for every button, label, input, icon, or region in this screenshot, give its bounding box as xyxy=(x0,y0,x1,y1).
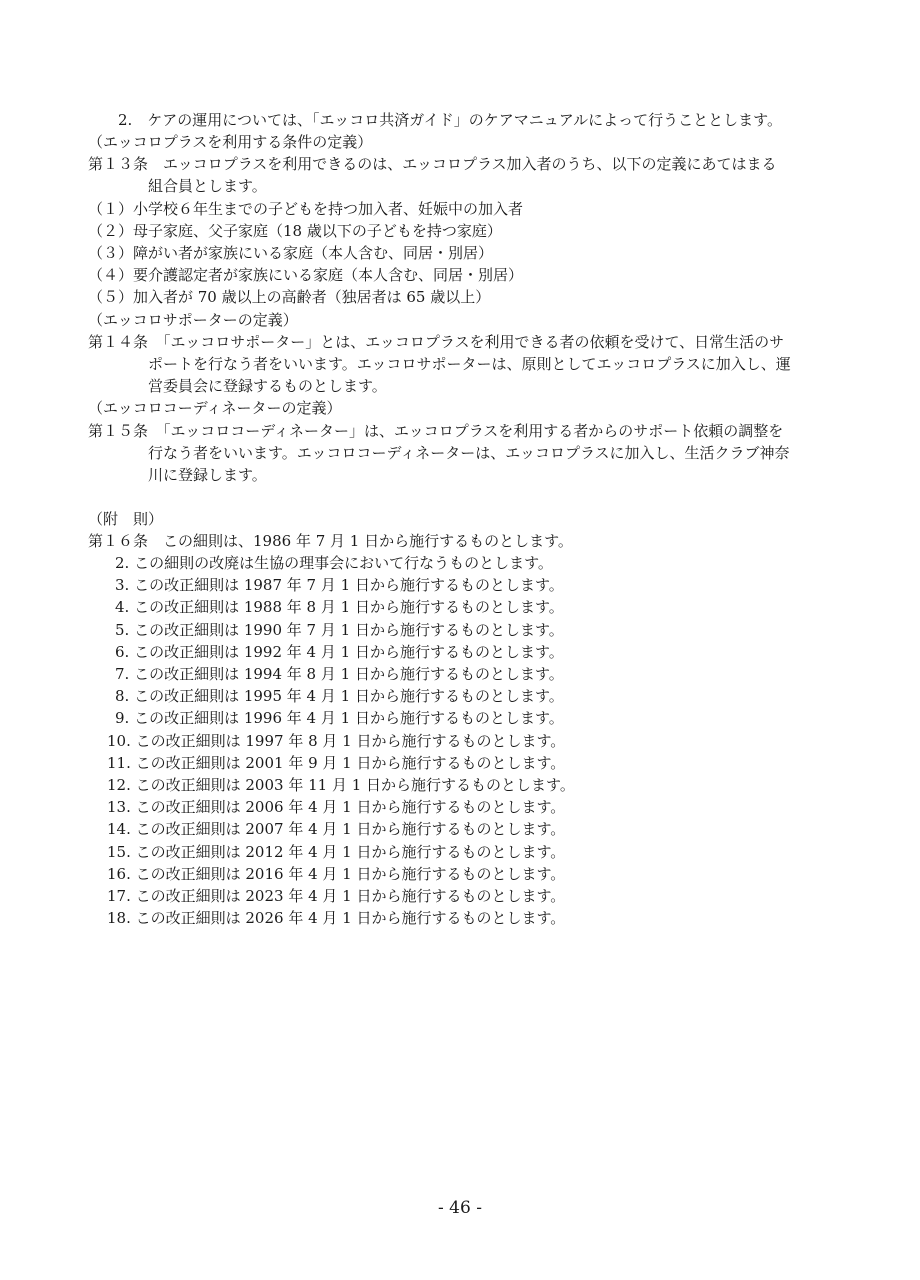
article-16-line: 第１６条 この細則は、1986 年 7 月 1 日から施行するものとします。 xyxy=(88,532,573,550)
article-14-line-2: ポートを行なう者をいいます。エッコロサポーターは、原則としてエッコロプラスに加入し、運 xyxy=(148,355,791,373)
supplementary-item: 6. この改正細則は 1992 年 4 月 1 日から施行するものとします。 xyxy=(115,643,564,661)
supplementary-item: 16. この改正細則は 2016 年 4 月 1 日から施行するものとします。 xyxy=(107,865,566,883)
article-15-line-1: 第１５条 「エッコロコーディネーター」は、エッコロプラスを利用する者からのサポート依頼の調整を xyxy=(88,422,784,440)
supplementary-item: 4. この改正細則は 1988 年 8 月 1 日から施行するものとします。 xyxy=(115,598,564,616)
article-14-line-3: 営委員会に登録するものとします。 xyxy=(148,377,387,395)
supplementary-item: 5. この改正細則は 1990 年 7 月 1 日から施行するものとします。 xyxy=(115,621,564,639)
section-heading-supporter: （エッコロサポーターの定義） xyxy=(88,311,298,329)
condition-item-1: （１）小学校６年生までの子どもを持つ加入者、妊娠中の加入者 xyxy=(88,200,524,218)
supplementary-item: 13. この改正細則は 2006 年 4 月 1 日から施行するものとします。 xyxy=(107,798,566,816)
page-number: - 46 - xyxy=(438,1198,482,1218)
supplementary-item: 3. この改正細則は 1987 年 7 月 1 日から施行するものとします。 xyxy=(115,576,564,594)
supplementary-item: 12. この改正細則は 2003 年 11 月 1 日から施行するものとします。 xyxy=(107,776,575,794)
article-14-line-1: 第１４条 「エッコロサポーター」とは、エッコロプラスを利用できる者の依頼を受けて、日常生活のサ xyxy=(88,333,785,351)
article-15-line-2: 行なう者をいいます。エッコロコーディネーターは、エッコロプラスに加入し、生活クラブ神奈 xyxy=(148,444,790,462)
condition-item-2: （２）母子家庭、父子家庭（18 歳以下の子どもを持つ家庭） xyxy=(88,222,502,240)
condition-item-3: （３）障がい者が家族にいる家庭（本人含む、同居・別居） xyxy=(88,244,494,262)
supplementary-item: 10. この改正細則は 1997 年 8 月 1 日から施行するものとします。 xyxy=(107,732,566,750)
condition-item-4: （４）要介護認定者が家族にいる家庭（本人含む、同居・別居） xyxy=(88,266,524,284)
supplementary-item: 9. この改正細則は 1996 年 4 月 1 日から施行するものとします。 xyxy=(115,709,564,727)
supplementary-item: 18. この改正細則は 2026 年 4 月 1 日から施行するものとします。 xyxy=(107,909,566,927)
supplementary-item: 14. この改正細則は 2007 年 4 月 1 日から施行するものとします。 xyxy=(107,820,566,838)
care-item-2: 2. ケアの運用については、「エッコロ共済ガイド」のケアマニュアルによって行うこととします。 xyxy=(118,111,782,129)
supplementary-item: 7. この改正細則は 1994 年 8 月 1 日から施行するものとします。 xyxy=(115,665,564,683)
supplementary-heading: （附 則） xyxy=(88,510,164,528)
supplementary-item: 11. この改正細則は 2001 年 9 月 1 日から施行するものとします。 xyxy=(107,754,566,772)
article-13-line-2: 組合員とします。 xyxy=(148,177,267,195)
supplementary-item: 2. この細則の改廃は生協の理事会において行なうものとします。 xyxy=(115,554,553,572)
section-heading-conditions: （エッコロプラスを利用する条件の定義） xyxy=(88,133,373,151)
condition-item-5: （５）加入者が 70 歳以上の高齢者（独居者は 65 歳以上） xyxy=(88,288,491,306)
article-13-line-1: 第１３条 エッコロプラスを利用できるのは、エッコロプラス加入者のうち、以下の定義にあてはまる xyxy=(88,155,777,173)
article-15-line-3: 川に登録します。 xyxy=(148,466,267,484)
supplementary-item: 17. この改正細則は 2023 年 4 月 1 日から施行するものとします。 xyxy=(107,887,566,905)
supplementary-item: 15. この改正細則は 2012 年 4 月 1 日から施行するものとします。 xyxy=(107,843,566,861)
supplementary-item: 8. この改正細則は 1995 年 4 月 1 日から施行するものとします。 xyxy=(115,687,564,705)
section-heading-coordinator: （エッコロコーディネーターの定義） xyxy=(88,399,342,417)
